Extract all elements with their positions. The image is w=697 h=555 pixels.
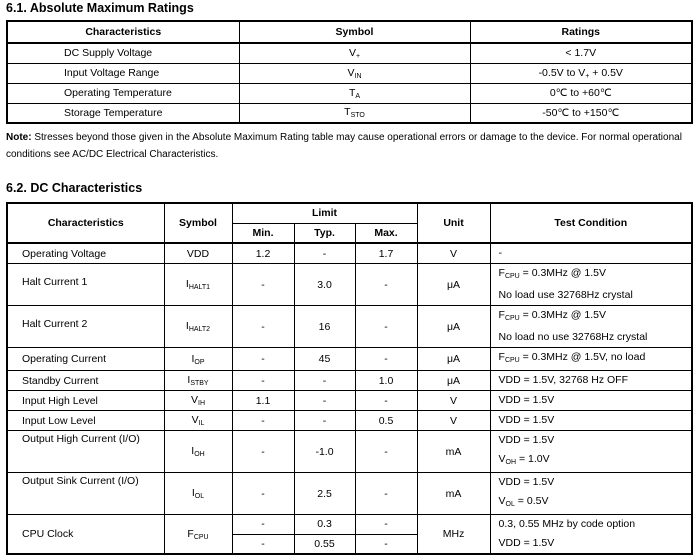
rating-text: < 1.7V (565, 47, 597, 60)
typ-cell: - (294, 391, 355, 411)
test-condition-cell (490, 411, 692, 431)
condition-text: VDD = 1.5V (498, 434, 555, 446)
header-symbol: Symbol (164, 203, 232, 243)
characteristic-name: Halt Current 2 (7, 306, 164, 348)
test-condition-cell (490, 306, 692, 348)
symbol-subscript: OP (194, 358, 205, 366)
test-condition-cell (490, 371, 692, 391)
header-max: Max. (355, 223, 417, 243)
condition-text: $V_{OH} = 1.0V$ (498, 453, 550, 466)
header-typ: Typ. (294, 223, 355, 243)
symbol-cell (164, 431, 232, 473)
section-title-absolute-max: 6.1. Absolute Maximum Ratings (6, 1, 194, 15)
header-min: Min. (232, 223, 294, 243)
symbol-base: T (344, 106, 351, 119)
condition-text: VDD = 1.5V (498, 394, 555, 406)
condition-text: VDD = 1.5V (498, 414, 555, 426)
min-cell: - (232, 473, 294, 515)
test-condition-cell (490, 348, 692, 371)
test-condition-cell (490, 391, 692, 411)
max-cell: - (355, 534, 417, 554)
condition-text: - (498, 247, 503, 259)
symbol-cell (164, 391, 232, 411)
header-symbol: Symbol (239, 21, 470, 43)
symbol-base: I (191, 445, 195, 457)
symbol-subscript: HALT1 (188, 284, 211, 291)
min-cell: - (232, 348, 294, 371)
min-cell: - (232, 534, 294, 554)
characteristic-name: Operating Voltage (7, 243, 164, 264)
symbol-cell (239, 63, 470, 83)
rating-cell (470, 63, 692, 83)
unit-cell: MHz (417, 515, 490, 555)
min-cell: - (232, 306, 294, 348)
table-row (7, 391, 692, 411)
table-row (7, 431, 692, 473)
header-limit: Limit (232, 203, 417, 223)
note-paragraph (6, 129, 691, 163)
characteristic-name: Storage Temperature (7, 103, 239, 123)
min-cell: - (232, 515, 294, 535)
header-characteristics: Characteristics (7, 21, 239, 43)
rating-cell (470, 43, 692, 63)
typ-cell: - (294, 243, 355, 264)
header-characteristics: Characteristics (7, 203, 164, 243)
typ-cell: 45 (294, 348, 355, 371)
characteristic-name: DC Supply Voltage (7, 43, 239, 63)
symbol-cell (239, 103, 470, 123)
header-test-condition: Test Condition (490, 203, 692, 243)
table-row (7, 264, 692, 306)
characteristic-name: Output High Current (I/O) (7, 431, 164, 473)
condition-text: No load no use 32768Hz crystal (498, 331, 648, 343)
characteristic-name: CPU Clock (7, 515, 164, 555)
symbol-subscript: IN (354, 72, 362, 80)
symbol-base: V (190, 394, 198, 406)
symbol-base: I (185, 320, 189, 332)
max-cell: - (355, 306, 417, 348)
max-cell: - (355, 515, 417, 535)
condition-text: VDD = 1.5V, 32768 Hz OFF (498, 374, 628, 386)
characteristic-name: Input High Level (7, 391, 164, 411)
typ-cell: - (294, 371, 355, 391)
condition-text: $F_{CPU} = 0.3MHz$ @ 1.5V, no load (498, 351, 646, 364)
symbol-cell (164, 411, 232, 431)
header-unit: Unit (417, 203, 490, 243)
symbol-cell (164, 243, 232, 264)
condition-text: VDD = 1.5V (498, 537, 555, 549)
symbol-subscript: CPU (193, 533, 209, 541)
table-row (7, 348, 692, 371)
symbol-base: V (191, 414, 199, 426)
symbol-base: VDD (186, 247, 210, 260)
max-cell: - (355, 431, 417, 473)
typ-cell: 16 (294, 306, 355, 348)
rating-text: -0.5V to $V_+ + 0.5V$ (538, 66, 623, 80)
test-condition-cell (490, 264, 692, 306)
header-ratings: Ratings (470, 21, 692, 43)
unit-cell: μA (417, 371, 490, 391)
symbol-base: V (348, 46, 356, 59)
note-text: Stresses beyond those given in the Absolute Maximum Rating table may cause operational errors or damage to the device. For normal operational conditions see AC/DC Electrical Characteristics. (6, 132, 682, 160)
section-title-dc: 6.2. DC Characteristics (6, 181, 143, 195)
table-row (7, 411, 692, 431)
symbol-cell (164, 515, 232, 555)
unit-cell: μA (417, 306, 490, 348)
symbol-cell (239, 43, 470, 63)
min-cell: - (232, 371, 294, 391)
condition-text: $F_{CPU} = 0.3MHz$ @ 1.5V (498, 309, 606, 322)
max-cell: - (355, 264, 417, 306)
typ-cell: 2.5 (294, 473, 355, 515)
characteristic-name: Standby Current (7, 371, 164, 391)
test-condition-cell (490, 431, 692, 473)
max-cell: - (355, 391, 417, 411)
symbol-cell (164, 473, 232, 515)
max-cell: 0.5 (355, 411, 417, 431)
table-row (7, 83, 692, 103)
symbol-cell (164, 306, 232, 348)
test-condition-cell (490, 243, 692, 264)
symbol-cell (164, 348, 232, 371)
characteristic-name: Input Low Level (7, 411, 164, 431)
absolute-max-ratings-table (6, 20, 693, 124)
characteristic-name: Output Sink Current (I/O) (7, 473, 164, 515)
rating-text: -50℃ to +150℃ (542, 106, 620, 119)
table-row (7, 103, 692, 123)
table-row (7, 243, 692, 264)
unit-cell: mA (417, 473, 490, 515)
symbol-base: I (185, 278, 189, 290)
symbol-cell (164, 371, 232, 391)
symbol-subscript: IH (198, 400, 205, 407)
max-cell: - (355, 473, 417, 515)
symbol-subscript: HALT2 (188, 326, 211, 333)
rating-text: 0℃ to +60℃ (549, 87, 612, 99)
unit-cell: V (417, 243, 490, 264)
min-cell: 1.2 (232, 243, 294, 264)
table-row (7, 306, 692, 348)
symbol-base: I (191, 352, 195, 365)
condition-text: 0.3, 0.55 MHz by code option (498, 518, 636, 530)
table-row (7, 515, 692, 535)
max-cell: 1.7 (355, 243, 417, 264)
symbol-subscript: A (355, 92, 361, 100)
symbol-cell (164, 264, 232, 306)
typ-cell: 0.3 (294, 515, 355, 535)
symbol-subscript: STBY (190, 380, 209, 387)
symbol-base: V (347, 66, 355, 79)
min-cell: - (232, 264, 294, 306)
condition-text: $F_{CPU} = 0.3MHz$ @ 1.5V (498, 267, 606, 280)
unit-cell: μA (417, 264, 490, 306)
characteristic-name: Input Voltage Range (7, 63, 239, 83)
condition-text: $V_{OL} = 0.5V$ (498, 495, 549, 508)
symbol-subscript: OH (194, 451, 205, 458)
typ-cell: - (294, 411, 355, 431)
table-row (7, 371, 692, 391)
note-label: Note: (6, 132, 32, 143)
symbol-subscript: + (355, 52, 361, 60)
symbol-subscript: STO (350, 112, 365, 120)
symbol-subscript: OL (194, 493, 205, 500)
symbol-cell (239, 83, 470, 103)
condition-text: VDD = 1.5V (498, 476, 555, 488)
unit-cell: V (417, 391, 490, 411)
test-condition-cell (490, 473, 692, 515)
condition-text: No load use 32768Hz crystal (498, 289, 633, 301)
characteristic-name: Halt Current 1 (7, 264, 164, 306)
unit-cell: mA (417, 431, 490, 473)
min-cell: - (232, 431, 294, 473)
symbol-base: I (191, 487, 195, 499)
characteristic-name: Operating Temperature (7, 83, 239, 103)
symbol-base: F (187, 527, 194, 540)
rating-cell (470, 83, 692, 103)
typ-cell: 0.55 (294, 534, 355, 554)
min-cell: 1.1 (232, 391, 294, 411)
test-condition-cell (490, 515, 692, 555)
max-cell: - (355, 348, 417, 371)
table-row (7, 63, 692, 83)
table-row (7, 473, 692, 515)
typ-cell: 3.0 (294, 264, 355, 306)
max-cell: 1.0 (355, 371, 417, 391)
symbol-base: T (348, 86, 356, 99)
characteristic-name: Operating Current (7, 348, 164, 371)
typ-cell: -1.0 (294, 431, 355, 473)
rating-cell (470, 103, 692, 123)
dc-characteristics-table (6, 202, 693, 555)
table-row (7, 43, 692, 63)
unit-cell: μA (417, 348, 490, 371)
symbol-subscript: IL (198, 420, 205, 427)
min-cell: - (232, 411, 294, 431)
unit-cell: V (417, 411, 490, 431)
symbol-base: I (187, 374, 191, 386)
